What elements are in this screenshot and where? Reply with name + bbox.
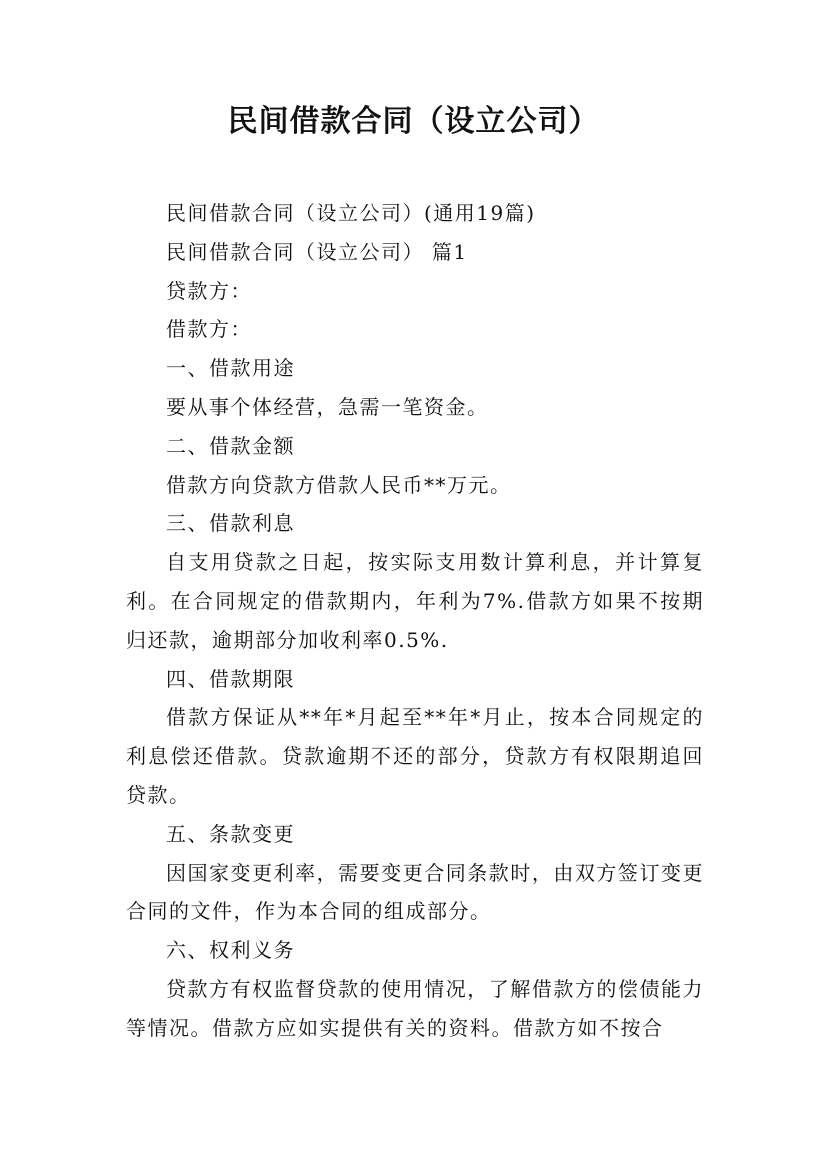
lender-line: 贷款方： [166,278,252,303]
clause-heading-term: 四、借款期限 [166,666,295,691]
clause-text-interest: 自支用贷款之日起，按实际支用数计算利息，并计算复利。在合同规定的借款期内，年利为7%.借款方如果不按期归还款，逾期部分加收利率0.5%. [126,550,704,652]
document-body [126,194,704,1048]
clause-text-amount: 借款方向贷款方借款人民币**万元。 [166,472,512,497]
section-heading-part1: 民间借款合同（设立公司） 篇1 [166,239,468,264]
clause-text-change: 因国家变更利率，需要变更合同条款时，由双方签订变更合同的文件，作为本合同的组成部分。 [126,860,704,924]
clause-text-term: 借款方保证从**年*月起至**年*月止，按本合同规定的利息偿还借款。贷款逾期不还的部分，贷款方有权限期追回贷款。 [126,705,704,807]
document-title: 民间借款合同（设立公司） [227,104,600,139]
clause-heading-change: 五、条款变更 [166,821,295,846]
clause-text-rights: 贷款方有权监督贷款的使用情况，了解借款方的偿债能力等情况。借款方应如实提供有关的资料。借款方如不按合 [126,976,704,1040]
clause-heading-interest: 三、借款利息 [166,511,295,536]
clause-heading-rights: 六、权利义务 [166,938,295,963]
borrower-line: 借款方： [166,317,252,342]
clause-heading-purpose: 一、借款用途 [166,356,295,381]
clause-heading-amount: 二、借款金额 [166,433,295,458]
subtitle-paragraph: 民间借款合同（设立公司）(通用19篇) [166,201,536,225]
clause-text-purpose: 要从事个体经营，急需一笔资金。 [166,394,489,419]
